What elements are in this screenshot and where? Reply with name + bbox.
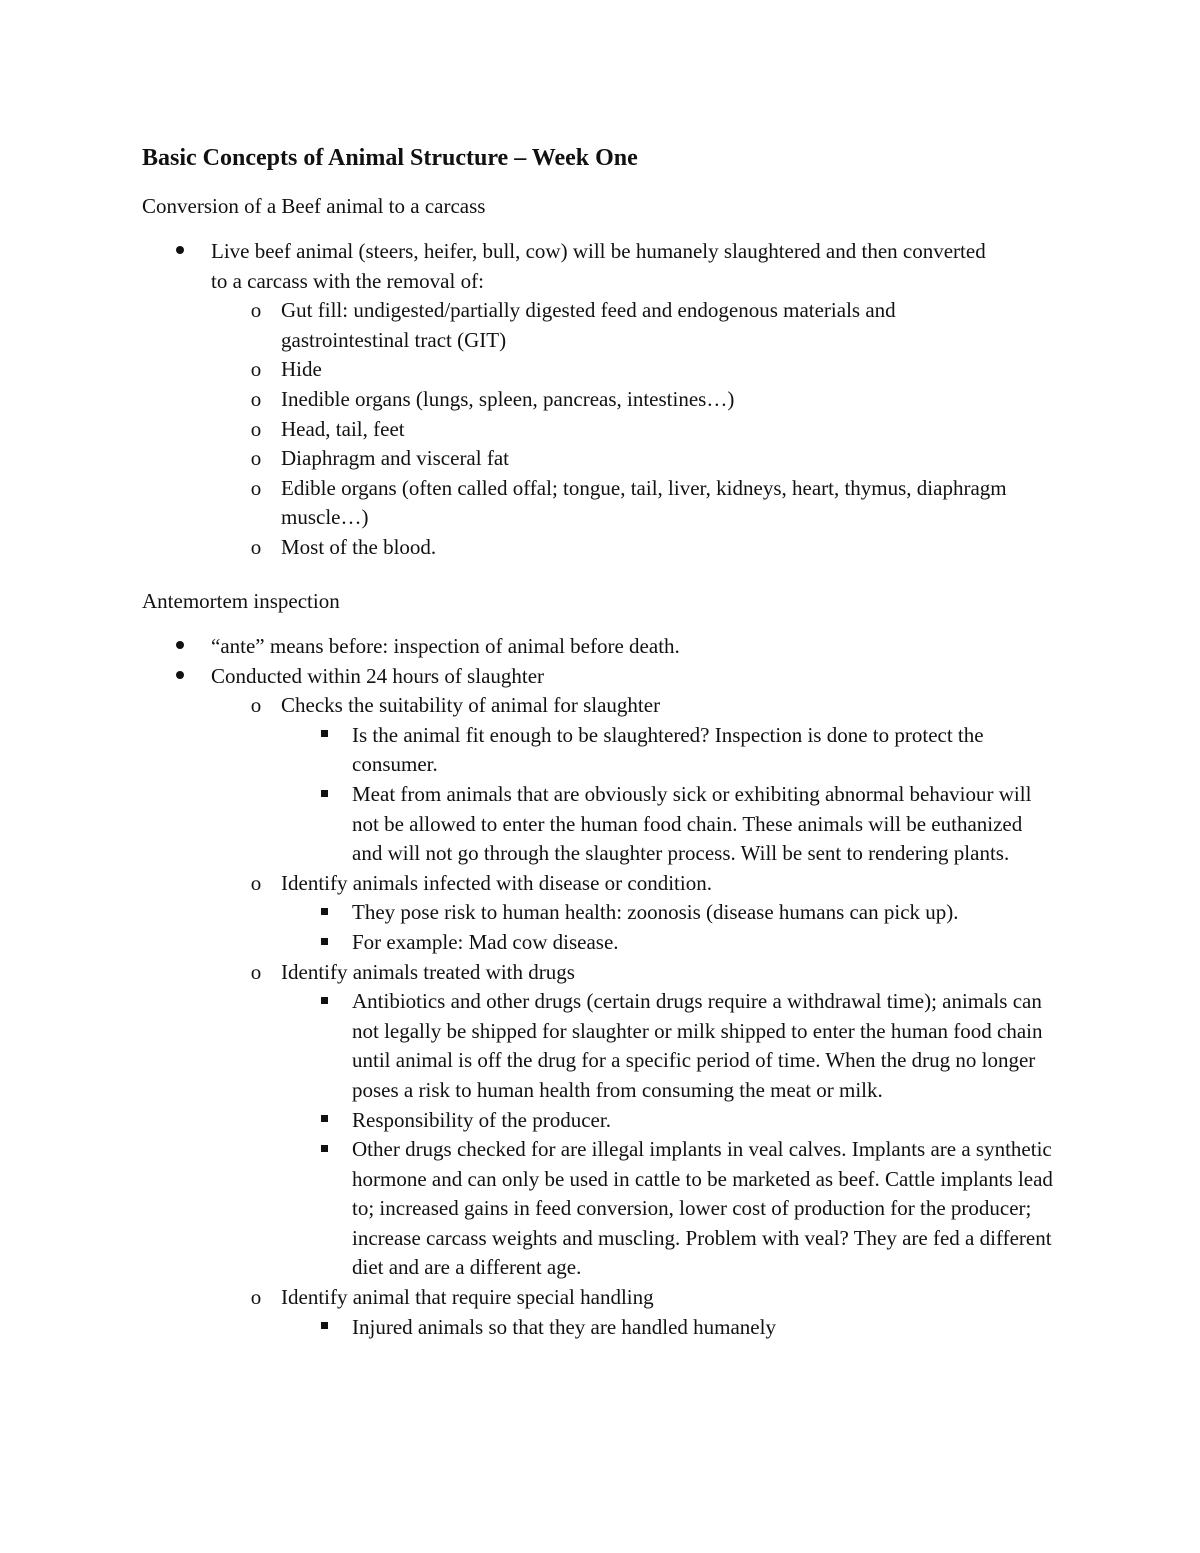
list-item-text: Injured animals so that they are handled humanely: [352, 1314, 776, 1339]
list-item: [142, 1313, 1062, 1343]
filled-square-bullet-icon: [314, 898, 334, 928]
list-item-text: Other drugs checked for are illegal implants in veal calves. Implants are a synthetic hormone and can only be used in cattle to be marketed as beef. Cattle implants lead to; increased gains in feed conversion, lower cost of production for the producer; increase carcass weights and muscling. Problem with veal? They are fed a different diet and are a different age.: [352, 1137, 1053, 1280]
section-heading-antemortem: Antemortem inspection: [142, 589, 340, 613]
antemortem-list: [142, 632, 1062, 1342]
filled-square-bullet-icon: [314, 1135, 334, 1165]
hollow-o-bullet-icon: o: [250, 416, 262, 441]
filled-square-bullet-icon: [314, 928, 334, 958]
list-item: [142, 632, 1062, 662]
filled-square-bullet-icon: [314, 721, 334, 751]
page-title: Basic Concepts of Animal Structure – Week One: [142, 145, 638, 171]
hollow-o-bullet-icon: o: [250, 534, 262, 559]
list-item-text: Head, tail, feet: [281, 416, 405, 441]
list-item: [142, 444, 1062, 474]
list-item-text: Hide: [281, 357, 322, 382]
filled-circle-bullet-icon: [170, 662, 190, 692]
hollow-o-bullet-icon: o: [250, 693, 262, 718]
hollow-o-bullet-icon: o: [250, 959, 262, 984]
list-item-text: Meat from animals that are obviously sick or exhibiting abnormal behaviour will not be allowed to enter the human food chain. These animals will be euthanized and will not go through the slaughter process. Will be sent to rendering plants.: [352, 781, 1032, 866]
list-item: [142, 1135, 1062, 1283]
list-item-text: They pose risk to human health: zoonosis (disease humans can pick up).: [352, 900, 959, 925]
filled-square-bullet-icon: [314, 780, 334, 810]
conversion-list: [142, 237, 1062, 563]
list-item: [142, 662, 1062, 692]
list-item: [142, 780, 1052, 869]
hollow-o-bullet-icon: o: [250, 357, 262, 382]
filled-circle-bullet-icon: [170, 237, 190, 267]
list-item: [142, 415, 1062, 445]
list-item: [142, 721, 1052, 780]
list-item: [142, 385, 1062, 415]
list-item: [142, 869, 1062, 899]
list-item-text: Antibiotics and other drugs (certain drugs require a withdrawal time); animals can not legally be shipped for slaughter or milk shipped to enter the human food chain until animal is off the drug for a specific period of time. When the drug no longer poses a risk to human health from consuming the meat or milk.: [352, 989, 1043, 1102]
list-item-text: For example: Mad cow disease.: [352, 929, 619, 954]
filled-square-bullet-icon: [314, 1313, 334, 1343]
list-item-text: Diaphragm and visceral fat: [281, 446, 509, 471]
hollow-o-bullet-icon: o: [250, 870, 262, 895]
list-item: [142, 237, 1001, 296]
hollow-o-bullet-icon: o: [250, 446, 262, 471]
list-item-text: Edible organs (often called offal; tongue, tail, liver, kidneys, heart, thymus, diaphragm muscle…): [281, 475, 1007, 530]
list-item: [142, 474, 1021, 533]
hollow-o-bullet-icon: o: [250, 475, 262, 500]
list-item: [142, 1106, 1062, 1136]
list-item: [142, 1283, 1062, 1313]
list-item: [142, 987, 1052, 1105]
list-item-text: “ante” means before: inspection of animal before death.: [211, 634, 680, 658]
hollow-o-bullet-icon: o: [250, 298, 262, 323]
list-item: [142, 296, 1011, 355]
hollow-o-bullet-icon: o: [250, 386, 262, 411]
list-item-text: Gut fill: undigested/partially digested feed and endogenous materials and gastrointestinal tract (GIT): [281, 298, 896, 352]
section-heading-conversion: Conversion of a Beef animal to a carcass: [142, 194, 486, 218]
list-item-text: Inedible organs (lungs, spleen, pancreas, intestines…): [281, 386, 735, 411]
list-item-text: Identify animals treated with drugs: [281, 959, 575, 984]
list-item: [142, 898, 1062, 928]
list-item-text: Most of the blood.: [281, 534, 437, 559]
filled-circle-bullet-icon: [170, 632, 190, 662]
list-item-text: Live beef animal (steers, heifer, bull, cow) will be humanely slaughtered and then converted to a carcass with the removal of:: [211, 239, 986, 293]
list-item: [142, 533, 1062, 563]
list-item: [142, 958, 1062, 988]
filled-square-bullet-icon: [314, 987, 334, 1017]
list-item-text: Responsibility of the producer.: [352, 1107, 611, 1132]
list-item-text: Conducted within 24 hours of slaughter: [211, 663, 545, 688]
list-item: [142, 355, 1062, 385]
list-item-text: Checks the suitability of animal for slaughter: [281, 693, 661, 718]
list-item-text: Identify animal that require special handling: [281, 1285, 654, 1310]
filled-square-bullet-icon: [314, 1106, 334, 1136]
list-item-text: Is the animal fit enough to be slaughtered? Inspection is done to protect the consumer.: [352, 722, 984, 777]
list-item: [142, 691, 1062, 721]
list-item: [142, 928, 1062, 958]
hollow-o-bullet-icon: o: [250, 1285, 262, 1310]
list-item-text: Identify animals infected with disease or condition.: [281, 870, 712, 895]
